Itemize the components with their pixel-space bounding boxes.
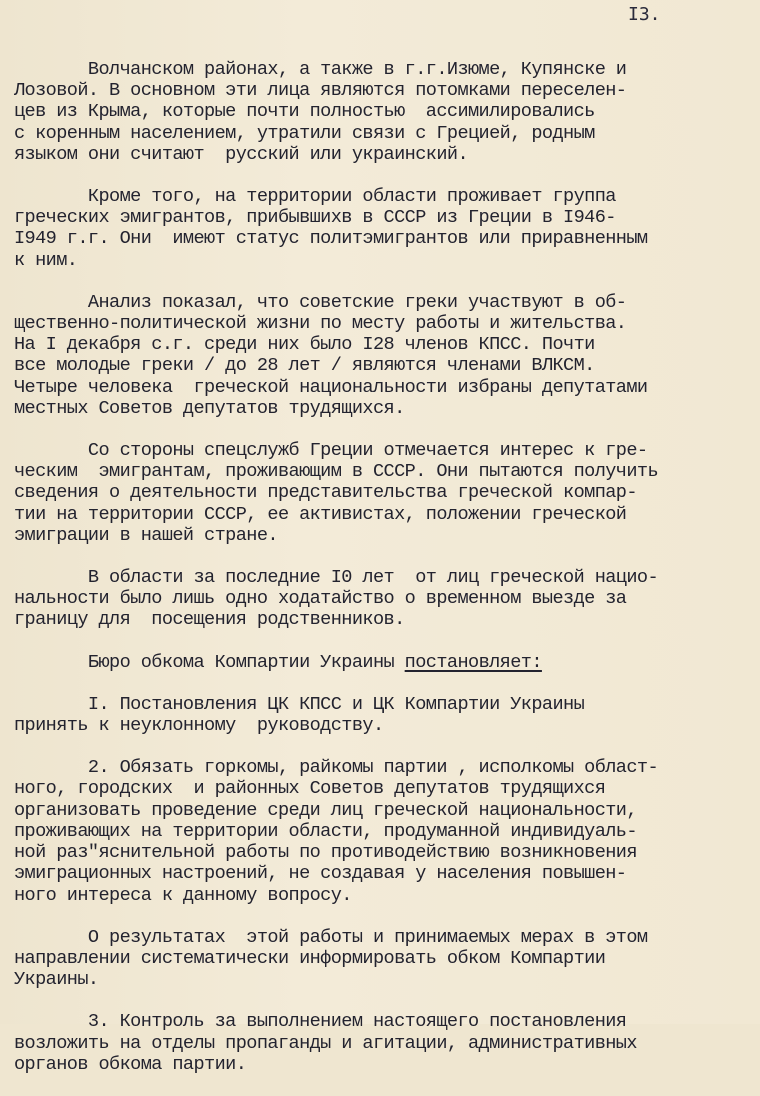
paragraph — [14, 652, 754, 673]
text-line: Четыре человека греческой национальности избраны депутатами — [14, 376, 648, 398]
text-line: греческих эмигрантов, прибывшихв в СССР из Греции в I946- — [14, 207, 616, 229]
text-line: ного, городских и районных Советов депутатов трудящихся — [14, 778, 606, 800]
text-line: Со стороны спецслужб Греции отмечается интерес к гре- — [14, 440, 648, 462]
text-line: принять к неуклонному руководству. — [14, 715, 384, 737]
resolves-underlined: постановляет: — [404, 651, 542, 673]
document-body — [14, 59, 754, 1096]
paragraph — [14, 59, 754, 165]
text-line: Лозовой. В основном эти лица являются потомками переселен- — [14, 80, 627, 102]
text-line: Кроме того, на территории области проживает группа — [14, 186, 616, 208]
paragraph — [14, 757, 754, 905]
text-line: эмиграционных настроений, не создавая у населения повышен- — [14, 863, 627, 885]
paragraph — [14, 567, 754, 631]
text-line: тии на территории СССР, ее активистах, положении греческой — [14, 503, 627, 525]
text-line: органов обкома партии. — [14, 1053, 247, 1075]
text-line — [14, 652, 754, 673]
text-line: проживающих на территории области, продуманной индивидуаль- — [14, 820, 637, 842]
text-line: границу для посещения родственников. — [14, 609, 405, 631]
text-line: На I декабря с.г. среди них было I28 членов КПСС. Почти — [14, 334, 595, 356]
text-line: I. Постановления ЦК КПСС и ЦК Компартии Украины — [14, 693, 585, 715]
text-line: Анализ показал, что советские греки участвуют в об- — [14, 291, 627, 313]
text-line: Украины. — [14, 969, 99, 991]
page-number: I3. — [628, 4, 661, 25]
paragraph — [14, 440, 754, 546]
text-line: все молодые греки / до 28 лет / являются членами ВЛКСМ. — [14, 355, 595, 377]
paragraph — [14, 694, 754, 736]
text-line: Волчанском районах, а также в г.г.Изюме, Купянске и — [14, 59, 627, 80]
text-line: ной раз"яснительной работы по противодействию возникновения — [14, 842, 637, 864]
text-line: ческим эмигрантам, проживающим в СССР. Они пытаются получить — [14, 461, 659, 483]
text-line: сведения о деятельности представительства греческой компар- — [14, 482, 637, 504]
text-line: возложить на отделы пропаганды и агитации, административных — [14, 1032, 637, 1054]
text-line: В области за последние I0 лет от лиц греческой нацио- — [14, 567, 659, 589]
text-line: нальности было лишь одно ходатайство о временном выезде за — [14, 588, 627, 610]
text-line: цев из Крыма, которые почти полностью ассимилировались — [14, 101, 595, 123]
text-line: I949 г.г. Они имеют статус политэмигрантов или приравненным — [14, 228, 648, 250]
text-line: организовать проведение среди лиц греческой национальности, — [14, 799, 637, 821]
paragraph — [14, 927, 754, 991]
text-line: местных Советов депутатов трудящихся. — [14, 397, 405, 419]
paragraph — [14, 292, 754, 419]
resolution-intro: Бюро обкома Компартии Украины — [14, 651, 405, 673]
text-line: щественно-политической жизни по месту работы и жительства. — [14, 313, 627, 335]
text-line: О результатах этой работы и принимаемых мерах в этом — [14, 926, 648, 948]
text-line: с коренным населением, утратили связи с Грецией, родным — [14, 122, 595, 144]
text-line: 2. Обязать горкомы, райкомы партии , исполкомы област- — [14, 757, 659, 779]
text-line: к ним. — [14, 249, 78, 271]
text-line: 3. Контроль за выполнением настоящего постановления — [14, 1011, 627, 1033]
text-line: направлении систематически информировать обком Компартии — [14, 947, 606, 969]
text-line: эмиграции в нашей стране. — [14, 524, 278, 546]
text-line: языком они считают русский или украинский. — [14, 143, 468, 165]
paragraph — [14, 186, 754, 271]
paragraph — [14, 1011, 754, 1075]
text-line: ного интереса к данному вопросу. — [14, 884, 352, 906]
